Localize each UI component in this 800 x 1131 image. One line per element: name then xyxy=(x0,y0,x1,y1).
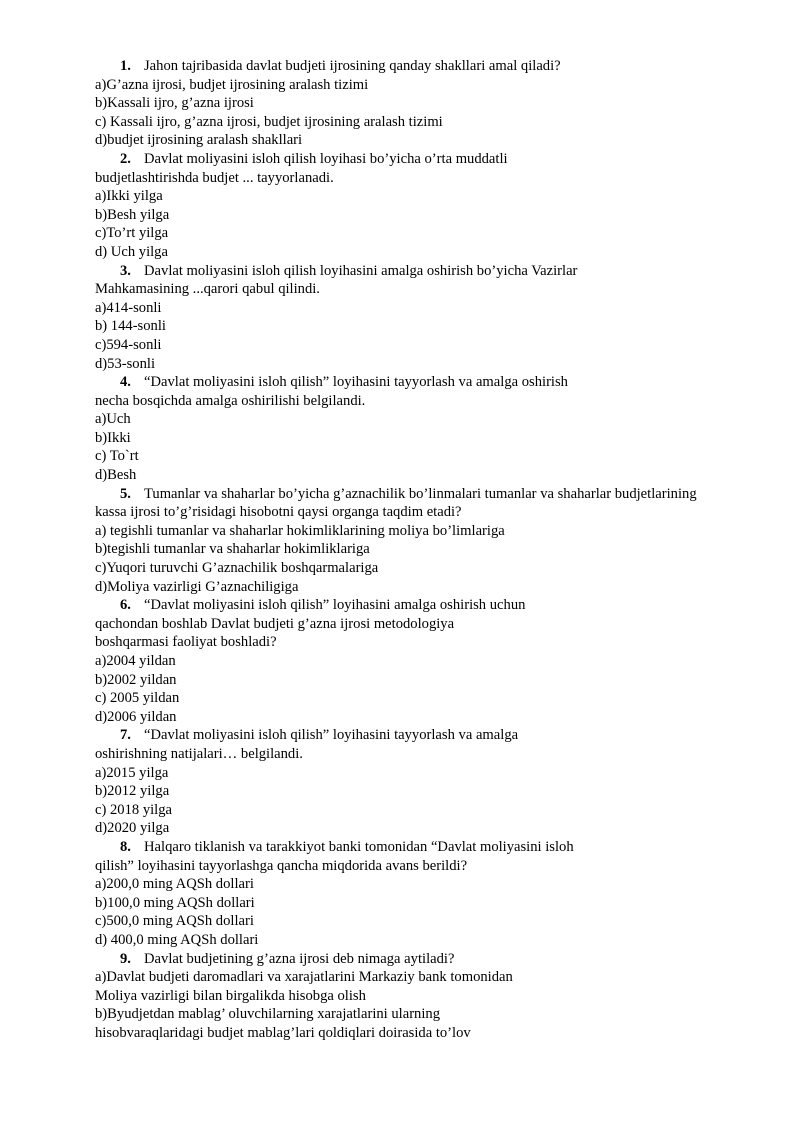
answer-option: b)Kassali ijro, g’azna ijrosi xyxy=(95,95,254,112)
answer-option: b)tegishli tumanlar va shaharlar hokimliklariga xyxy=(95,541,370,558)
question-text-line: “Davlat moliyasini isloh qilish” loyihasini amalga oshirish uchun xyxy=(144,597,526,614)
document-body xyxy=(95,57,775,1042)
question-number: 1. xyxy=(120,58,131,74)
answer-option: d)53-sonli xyxy=(95,355,155,372)
answer-option: d)budjet ijrosining aralash shakllari xyxy=(95,132,303,149)
answer-option: Moliya vazirligi bilan birgalikda hisobga olish xyxy=(95,987,366,1004)
question-text-line: Davlat budjetining g’azna ijrosi deb nimaga aytiladi? xyxy=(144,950,455,967)
answer-option: d)Moliya vazirligi G’aznachiligiga xyxy=(95,578,299,595)
question-4 xyxy=(95,373,775,485)
answer-option: a)G’azna ijrosi, budjet ijrosining aralash tizimi xyxy=(95,76,369,93)
answer-option: c)500,0 ming AQSh dollari xyxy=(95,913,254,930)
question-text-line: Halqaro tiklanish va tarakkiyot banki tomonidan “Davlat moliyasini isloh xyxy=(144,838,574,855)
answer-option: b) 144-sonli xyxy=(95,318,166,335)
question-text-continuation: budjetlashtirishda budjet ... tayyorlanadi. xyxy=(95,169,334,186)
answer-option: a)Uch xyxy=(95,411,131,428)
question-number: 3. xyxy=(120,262,131,279)
answer-option: c)To’rt yilga xyxy=(95,225,169,242)
question-number: 9. xyxy=(120,950,131,967)
question-text-line: Tumanlar va shaharlar bo’yicha g’aznachilik bo’linmalari tumanlar va shaharlar budjetlarining xyxy=(144,485,697,502)
answer-option: b)Besh yilga xyxy=(95,206,170,223)
question-number: 4. xyxy=(120,374,131,391)
question-text-continuation: kassa ijrosi to’g’risidagi hisobotni qaysi organga taqdim etadi? xyxy=(95,504,462,521)
question-text-continuation: oshirishning natijalari… belgilandi. xyxy=(95,745,303,762)
answer-option: d)Besh xyxy=(95,467,137,484)
question-text-line: “Davlat moliyasini isloh qilish” loyihasini tayyorlash va amalga oshirish xyxy=(144,374,568,391)
answer-option: c) 2018 yilga xyxy=(95,801,173,818)
answer-option: b)Byudjetdan mablag’ oluvchilarning xarajatlarini ularning xyxy=(95,1006,441,1023)
question-text-line: Davlat moliyasini isloh qilish loyihasi bo’yicha o’rta muddatli xyxy=(144,150,508,167)
question-text xyxy=(95,596,775,615)
answer-option: c)594-sonli xyxy=(95,336,162,353)
question-8 xyxy=(95,838,775,950)
question-text xyxy=(95,373,775,392)
question-number: 2. xyxy=(120,150,131,167)
question-text xyxy=(95,57,775,76)
answer-option: a)414-sonli xyxy=(95,299,162,316)
answer-option: c) To`rt xyxy=(95,448,139,465)
answer-option: d)2006 yildan xyxy=(95,708,177,725)
answer-option: a) tegishli tumanlar va shaharlar hokimliklarining moliya bo’limlariga xyxy=(95,522,505,539)
answer-option: a)200,0 ming AQSh dollari xyxy=(95,876,254,893)
question-text xyxy=(95,485,775,504)
answer-option: b)2012 yilga xyxy=(95,783,170,800)
answer-option: c)Yuqori turuvchi G’aznachilik boshqarmalariga xyxy=(95,560,379,577)
question-number: 8. xyxy=(120,838,131,855)
answer-option: hisobvaraqlaridagi budjet mablag’lari qoldiqlari doirasida to’lov xyxy=(95,1024,471,1041)
answer-option: a)Davlat budjeti daromadlari va xarajatlarini Markaziy bank tomonidan xyxy=(95,969,513,986)
question-number: 5. xyxy=(120,485,131,502)
answer-option: c) 2005 yildan xyxy=(95,690,180,707)
answer-option: d) Uch yilga xyxy=(95,243,168,260)
answer-option: b)Ikki xyxy=(95,429,131,446)
question-text-line: “Davlat moliyasini isloh qilish” loyihasini tayyorlash va amalga xyxy=(144,727,519,744)
question-text xyxy=(95,262,775,281)
question-text-line: Davlat moliyasini isloh qilish loyihasini amalga oshirish bo’yicha Vazirlar xyxy=(144,262,578,279)
answer-option: d) 400,0 ming AQSh dollari xyxy=(95,931,259,948)
answer-option: d)2020 yilga xyxy=(95,820,170,837)
question-number: 6. xyxy=(120,597,131,614)
question-text xyxy=(95,726,775,745)
question-text-continuation: Mahkamasining ...qarori qabul qilindi. xyxy=(95,281,320,298)
question-text-line: Jahon tajribasida davlat budjeti ijrosining qanday shakllari amal qiladi? xyxy=(144,58,561,74)
answer-option: b)2002 yildan xyxy=(95,671,177,688)
question-text xyxy=(95,838,775,857)
answer-option: c) Kassali ijro, g’azna ijrosi, budjet ijrosining aralash tizimi xyxy=(95,113,443,130)
question-6 xyxy=(95,596,775,726)
question-1 xyxy=(95,57,775,150)
answer-option: a)2015 yilga xyxy=(95,764,169,781)
question-5 xyxy=(95,485,775,597)
question-9 xyxy=(95,950,775,1043)
question-text xyxy=(95,150,775,169)
answer-option: b)100,0 ming AQSh dollari xyxy=(95,894,255,911)
question-text-continuation: qilish” loyihasini tayyorlashga qancha miqdorida avans berildi? xyxy=(95,857,468,874)
question-3 xyxy=(95,262,775,374)
answer-option: a)2004 yildan xyxy=(95,653,176,669)
question-text xyxy=(95,950,775,969)
question-text-continuation: necha bosqichda amalga oshirilishi belgilandi. xyxy=(95,392,366,409)
question-2 xyxy=(95,150,775,262)
question-7 xyxy=(95,726,775,838)
answer-option: a)Ikki yilga xyxy=(95,188,163,205)
question-number: 7. xyxy=(120,727,131,744)
question-text-continuation: qachondan boshlab Davlat budjeti g’azna ijrosi metodologiya xyxy=(95,615,455,632)
question-text-continuation: boshqarmasi faoliyat boshladi? xyxy=(95,634,277,651)
